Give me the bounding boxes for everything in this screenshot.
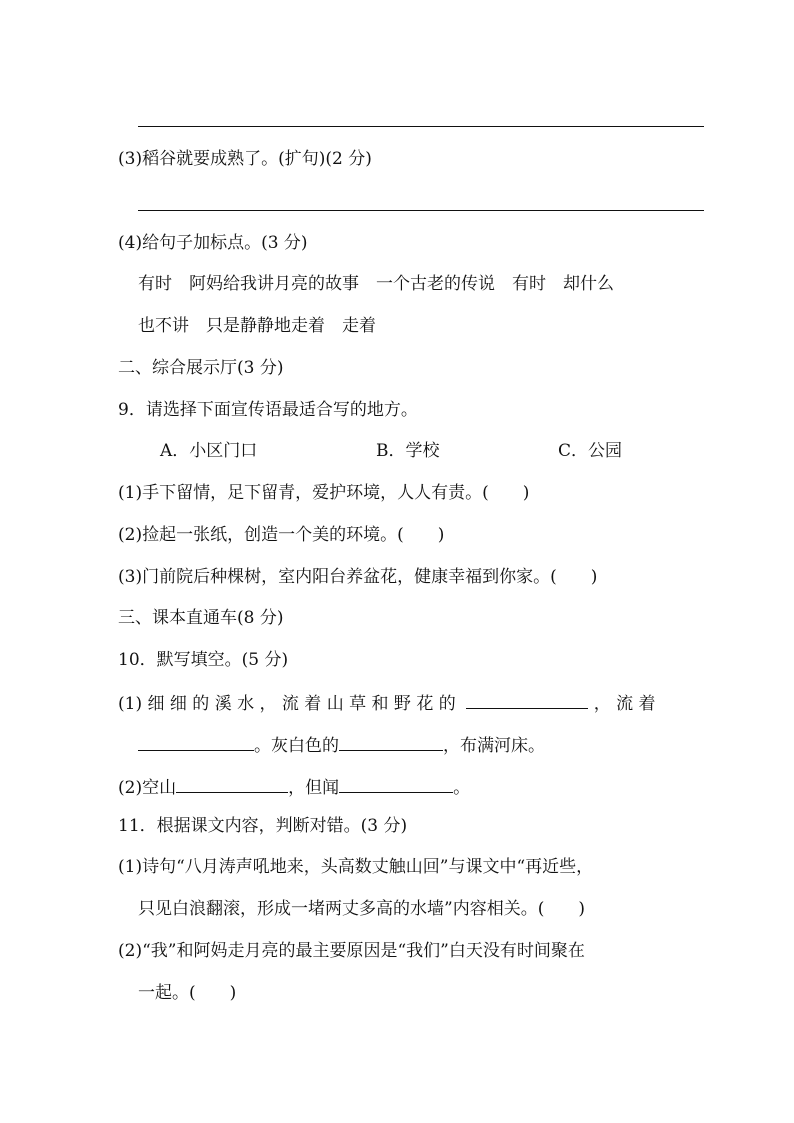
fill-text: (1) 细 细 的 溪 水 ， 流 着 山 草 和 野 花 的	[118, 694, 456, 714]
option-b: B．学校	[376, 441, 440, 461]
fill-text: 。灰白色的	[254, 736, 339, 756]
question-4-line-2: 也不讲 只是静静地走着 走着	[138, 316, 376, 336]
question-10-title: 10．默写填空。(5 分)	[118, 650, 289, 670]
fill-text: (2)空山	[118, 778, 177, 798]
option-a: A．小区门口	[160, 441, 258, 461]
question-11-item-1-line-2: 只见白浪翻滚，形成一堵两丈多高的水墙”内容相关。( )	[138, 899, 585, 919]
fill-text: ，但闻	[288, 778, 340, 798]
section-2-heading: 二、综合展示厅(3 分)	[118, 358, 284, 378]
question-10-line-1	[118, 690, 656, 715]
question-11-item-1-line-1: (1)诗句“八月涛声吼地来，头高数丈触山回”与课文中“再近些，	[118, 857, 594, 877]
question-9-item-3: (3)门前院后种棵树，室内阳台养盆花，健康幸福到你家。( )	[118, 567, 598, 587]
question-11-item-2-line-2: 一起。( )	[138, 983, 237, 1003]
question-4-line-1: 有时 阿妈给我讲月亮的故事 一个古老的传说 有时 却什么	[138, 274, 614, 294]
option-c: C．公园	[558, 441, 623, 461]
question-4-title: (4)给句子加标点。(3 分)	[118, 233, 308, 253]
question-9-item-2: (2)捡起一张纸，创造一个美的环境。( )	[118, 525, 445, 545]
fill-blank[interactable]	[176, 774, 288, 793]
question-10-line-3	[118, 774, 470, 799]
answer-line	[138, 126, 704, 127]
section-3-heading: 三、课本直通车(8 分)	[118, 608, 284, 628]
fill-text: 。	[453, 778, 471, 798]
question-9-item-1: (1)手下留情，足下留青，爱护环境，人人有责。( )	[118, 483, 530, 503]
fill-blank[interactable]	[138, 732, 254, 751]
question-11-item-2-line-1: (2)“我”和阿妈走月亮的最主要原因是“我们”白天没有时间聚在	[118, 941, 585, 961]
answer-line	[138, 210, 704, 211]
question-10-line-2	[138, 732, 545, 757]
fill-blank[interactable]	[339, 774, 453, 793]
question-3: (3)稻谷就要成熟了。(扩句)(2 分)	[118, 149, 372, 169]
question-9-title: 9．请选择下面宣传语最适合写的地方。	[118, 400, 418, 420]
fill-text: ，布满河床。	[443, 736, 545, 756]
fill-blank[interactable]	[466, 690, 588, 709]
question-11-title: 11．根据课文内容，判断对错。(3 分)	[118, 816, 408, 836]
fill-text: ， 流 着	[593, 694, 656, 714]
fill-blank[interactable]	[339, 732, 443, 751]
